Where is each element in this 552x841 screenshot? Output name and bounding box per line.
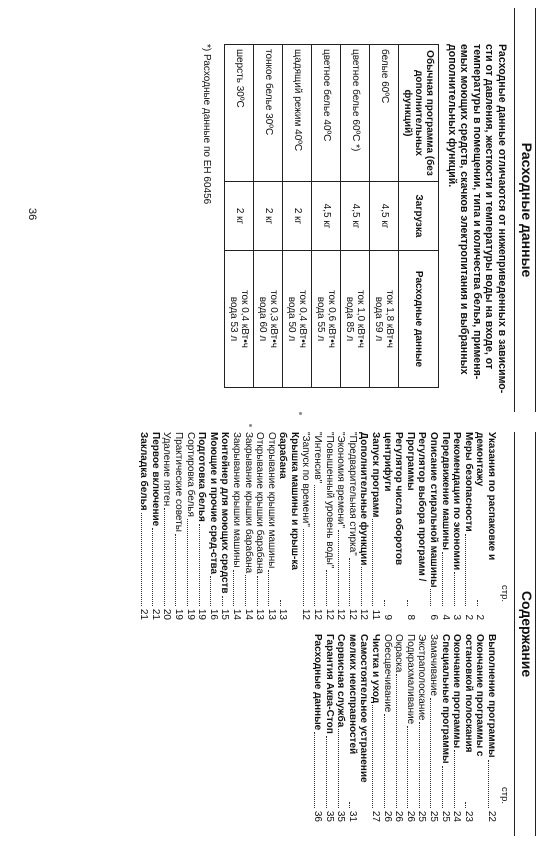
toc-entry-title: Выполнение программы [486, 634, 497, 758]
toc-entry-title: Открывание крышки машины [265, 432, 277, 569]
toc-entry [323, 432, 335, 620]
toc-entry-page: 4 [439, 614, 451, 620]
toc-entry-title: Первое включение [149, 432, 161, 527]
contents-column-2 [138, 634, 510, 822]
toc-leader-dots [454, 750, 455, 808]
toc-leader-dots [372, 705, 373, 808]
toc-entry-page: 12 [312, 608, 324, 620]
toc-entry [219, 432, 231, 620]
row-load: 4,5 кг [370, 182, 399, 251]
row-energy: ток 0,6 кВт•ч [326, 290, 338, 348]
toc-entry [312, 634, 324, 822]
toc-entry [393, 634, 405, 822]
row-energy: ток 0,3 кВт•ч [268, 290, 280, 348]
toc-entry-page: 21 [138, 608, 150, 620]
toc-leader-dots [222, 596, 223, 606]
row-data [254, 251, 283, 388]
toc-entry-title: Закрывание крышки барабана [242, 432, 254, 574]
toc-entry [265, 432, 277, 620]
toc-entry-title: Подкрахмаливание [404, 634, 416, 725]
scan-speck [249, 424, 252, 427]
toc-entry [196, 432, 208, 620]
toc-entry-title: Гарантия Аква-Стоп [323, 634, 335, 734]
toc-entry-page: 15 [219, 608, 231, 620]
row-energy: ток 1,8 кВт•ч [384, 290, 396, 348]
toc-entry-title: "Повышенный уровень воды" [323, 432, 335, 569]
toc-entry-title: Удаление пятен [161, 432, 173, 507]
toc-entry-title: "Интенсив" [312, 432, 324, 484]
toc-entry-title: Сервисная служба [335, 634, 347, 728]
toc-leader-dots [488, 760, 489, 808]
toc-entry-page: 2 [462, 614, 474, 620]
toc-leader-dots [303, 529, 304, 606]
toc-entry [346, 432, 358, 620]
toc-entry [439, 634, 451, 822]
toc-entry-title: Сортировка белья [184, 432, 196, 517]
str-label: стр. [499, 786, 510, 804]
toc-entry-title: Рекомендации по экономии [451, 432, 463, 571]
toc-entry-title: Практические советы [172, 432, 184, 532]
toc-entry [335, 634, 347, 822]
contents-columns [138, 432, 510, 836]
footnote: *) Расходные данные по ЕН 60456 [201, 44, 213, 205]
toc-entry-title: Обесцвечивание [381, 634, 393, 713]
toc-entry [381, 432, 404, 620]
toc-leader-dots [419, 722, 420, 808]
toc-entry-page: 14 [230, 608, 242, 620]
toc-entry-page: 12 [358, 608, 370, 620]
toc-entry-title: Окраска [393, 634, 405, 673]
toc-entry [254, 432, 266, 620]
toc-entry [300, 432, 312, 620]
table-row [283, 45, 312, 388]
contents-column-1 [138, 432, 510, 620]
toc-entry-title: Передвижение машины [439, 432, 451, 550]
row-water: вода 53 л [228, 296, 240, 342]
toc-entry-page: 21 [149, 608, 161, 620]
toc-leader-dots [384, 600, 385, 606]
toc-entry-title: Специальные программы [439, 634, 451, 764]
toc-leader-dots [257, 576, 258, 606]
toc-entry [346, 634, 369, 822]
toc-entry-page: 13 [277, 608, 289, 620]
toc-entry-page: 22 [486, 810, 497, 822]
toc-entry-page: 12 [323, 608, 335, 620]
table-row [370, 45, 399, 388]
toc-leader-dots [430, 698, 431, 808]
toc-entry-page: 23 [462, 810, 474, 822]
row-load: 2 кг [283, 182, 312, 251]
toc-entry-page: 36 [312, 810, 324, 822]
consumption-table [225, 44, 440, 388]
toc-leader-dots [280, 600, 281, 606]
toc-entry-title: Дополнительные функции [358, 432, 370, 566]
toc-leader-dots [349, 802, 350, 808]
table-row [341, 45, 370, 388]
toc-leader-dots [477, 600, 478, 606]
toc-entry-page: 11 [370, 609, 382, 620]
toc-entry [172, 432, 184, 620]
toc-entry-page: 20 [161, 608, 173, 620]
toc-entry-page: 26 [393, 810, 405, 822]
toc-entry [439, 432, 451, 620]
toc-entry-page: 19 [172, 608, 184, 620]
toc-entry-page: 16 [207, 608, 219, 620]
toc-entry [323, 634, 335, 822]
toc-leader-dots [245, 575, 246, 606]
toc-entry-page: 12 [346, 608, 358, 620]
toc-leader-dots [141, 513, 142, 606]
toc-leader-dots [210, 576, 211, 606]
toc-entry [184, 432, 196, 620]
toc-leader-dots [175, 534, 176, 606]
toc-entry-title: Расходные данные [312, 634, 324, 731]
toc-entry [427, 634, 439, 822]
toc-entry-title: Регулятор выбора программ / Программы [404, 432, 428, 582]
toc-entry-title: "Предварительная стирка" [346, 432, 358, 556]
contents-page [8, 432, 538, 836]
toc-entry-title: Окончание программы [451, 634, 463, 749]
toc-entry-page: 35 [335, 810, 347, 822]
header-program: Обычная программа (без дополнительных функций) [399, 45, 439, 182]
toc-entry-title: Самостоятельное устранение мелких неисправностей [346, 634, 370, 783]
row-program: цветное белье 60ºC *) [341, 45, 370, 182]
toc-leader-dots [233, 570, 234, 606]
toc-entry [312, 432, 324, 620]
toc-entry [416, 634, 428, 822]
toc-entry [427, 432, 439, 620]
toc-entry-title: Регулятор числа оборотов центрифуги [381, 432, 405, 566]
toc-entry [149, 432, 161, 620]
table-row [225, 45, 254, 388]
row-energy: ток 0,4 кВт•ч [297, 290, 309, 348]
toc-leader-dots [268, 570, 269, 606]
row-data [312, 251, 341, 388]
toc-entry-title: Крышка машины и крыш-ка барабана [277, 432, 300, 570]
row-energy: ток 0,4 кВт•ч [239, 290, 251, 348]
toc-entry [462, 634, 485, 822]
toc-entry [404, 432, 427, 620]
toc-entry [230, 432, 242, 620]
toc-entry [335, 432, 347, 620]
toc-entry-page: 24 [451, 810, 463, 822]
toc-entry-page: 3 [451, 614, 463, 620]
row-water: вода 59 л [373, 296, 385, 342]
toc-entry [277, 432, 300, 620]
row-data [225, 251, 254, 388]
toc-entry-page: 35 [323, 810, 335, 822]
table-row [254, 45, 283, 388]
consumption-title: Расходные данные [514, 8, 535, 412]
row-data [341, 251, 370, 388]
toc-entry-page: 26 [404, 810, 416, 822]
toc-entry-title: Запуск программ [370, 432, 382, 518]
toc-entry-page: 19 [184, 608, 196, 620]
toc-entry-title: Окончание программы с остановкой полоскания [462, 634, 486, 757]
toc-leader-dots [465, 534, 466, 606]
toc-leader-dots [199, 524, 200, 606]
toc-entry-title: Контейнер для моющих средств [219, 432, 231, 594]
toc-leader-dots [361, 567, 362, 606]
toc-leader-dots [384, 714, 385, 808]
header-load: Загрузка [399, 182, 439, 251]
toc-entry-page: 25 [416, 810, 428, 822]
toc-entry [381, 634, 393, 822]
toc-entry-title: Чистка и уход [370, 634, 382, 704]
header-data: Расходные данные [399, 251, 439, 388]
top-rule [535, 432, 536, 836]
toc-leader-dots [442, 552, 443, 606]
consumption-intro: Расходные данные отличаются от нижеприведенных в зависимо-сти от давления, жесткости и температуры воды на входе, от температуры в помещении, типа и количества белья, применя-емых моющих средств, скачков электропитания и выбранных дополнительных функций. [446, 44, 508, 394]
row-water: вода 85 л [344, 296, 356, 342]
table-row [312, 45, 341, 388]
row-program: цветное белье 40ºC [312, 45, 341, 182]
row-data [283, 251, 312, 388]
toc-leader-dots [465, 802, 466, 808]
toc-entry-page: 27 [370, 810, 382, 822]
toc-leader-dots [430, 589, 431, 606]
toc-entry [462, 432, 474, 620]
toc-leader-dots [372, 519, 373, 606]
toc-entry [207, 432, 219, 620]
toc-entry-page: 9 [381, 614, 393, 620]
toc-entry [369, 432, 381, 620]
row-load: 2 кг [225, 182, 254, 251]
row-load: 2 кг [254, 182, 283, 251]
str-label: стр. [499, 584, 510, 602]
toc-entry-page: 19 [196, 608, 208, 620]
toc-entry-page: 12 [335, 608, 347, 620]
toc-entry-page: 13 [254, 608, 266, 620]
row-load: 4,5 кг [312, 182, 341, 251]
toc-entry-title: Моющие и прочие сред-ства [207, 432, 219, 575]
toc-leader-dots [396, 674, 397, 808]
toc-entry-page: 8 [404, 614, 416, 620]
toc-entry [161, 432, 173, 620]
contents-title: Содержание [514, 432, 535, 836]
toc-leader-dots [442, 766, 443, 808]
page-column-label [499, 634, 510, 804]
toc-entry [451, 634, 463, 822]
toc-leader-dots [407, 600, 408, 606]
toc-entry-page: 14 [242, 608, 254, 620]
toc-leader-dots [187, 519, 188, 606]
toc-leader-dots [152, 528, 153, 606]
row-water: вода 50 л [286, 296, 298, 342]
row-load: 4,5 кг [341, 182, 370, 251]
toc-entry [474, 432, 497, 620]
toc-entry-title: Открывание крышки барабана [254, 432, 266, 574]
row-water: вода 60 л [257, 296, 269, 342]
row-program: тонкое белье 30ºC [254, 45, 283, 182]
row-water: вода 55 л [315, 296, 327, 342]
toc-entry-title: Указания по распаковке и демонтажу [474, 432, 497, 561]
toc-leader-dots [164, 508, 165, 606]
row-energy: ток 1,0 кВт•ч [355, 290, 367, 348]
toc-leader-dots [338, 530, 339, 606]
toc-entry-page: 26 [381, 810, 393, 822]
toc-entry-page: 31 [346, 810, 358, 822]
toc-entry [138, 432, 150, 620]
toc-entry-title: Меры безопасности [462, 432, 474, 532]
toc-entry-title: Закрывание крышки машины [230, 432, 242, 568]
toc-entry-page: 25 [428, 810, 440, 822]
scan-speck [299, 412, 302, 415]
toc-entry [404, 634, 416, 822]
toc-entry-title: "Запуск по времени" [300, 432, 312, 527]
toc-entry-page: 2 [474, 614, 486, 620]
row-program: шерсть 30ºC [225, 45, 254, 182]
toc-entry-title: Описание стиральной машины [428, 432, 440, 588]
toc-leader-dots [338, 729, 339, 808]
toc-entry [485, 634, 497, 822]
page-number: 36 [26, 208, 38, 221]
toc-leader-dots [326, 736, 327, 808]
toc-entry-title: Экстраполоскание [416, 634, 428, 721]
toc-leader-dots [454, 572, 455, 606]
page-column-label [499, 432, 510, 602]
toc-leader-dots [315, 732, 316, 808]
row-data [370, 251, 399, 388]
toc-entry [242, 432, 254, 620]
toc-leader-dots [349, 558, 350, 606]
toc-entry [451, 432, 463, 620]
toc-entry-page: 13 [265, 608, 277, 620]
top-rule [535, 8, 536, 412]
toc-entry-title: Подготовка белья [196, 432, 208, 522]
toc-entry-title: "Экономия времени" [335, 432, 347, 529]
toc-entry [369, 634, 381, 822]
toc-entry-page: 6 [428, 614, 440, 620]
toc-leader-dots [326, 570, 327, 606]
consumption-page [8, 8, 538, 412]
table-header-row [399, 45, 439, 388]
row-program: щадящий режим 40ºC [283, 45, 312, 182]
toc-entry-title: Закладка белья [138, 432, 150, 511]
toc-entry-title: Замачивание [428, 634, 440, 697]
row-program: белые 60ºC [370, 45, 399, 182]
toc-entry-page: 12 [300, 608, 312, 620]
toc-leader-dots [315, 485, 316, 606]
toc-leader-dots [407, 726, 408, 808]
toc-entry-page: 25 [439, 810, 451, 822]
toc-entry [358, 432, 370, 620]
